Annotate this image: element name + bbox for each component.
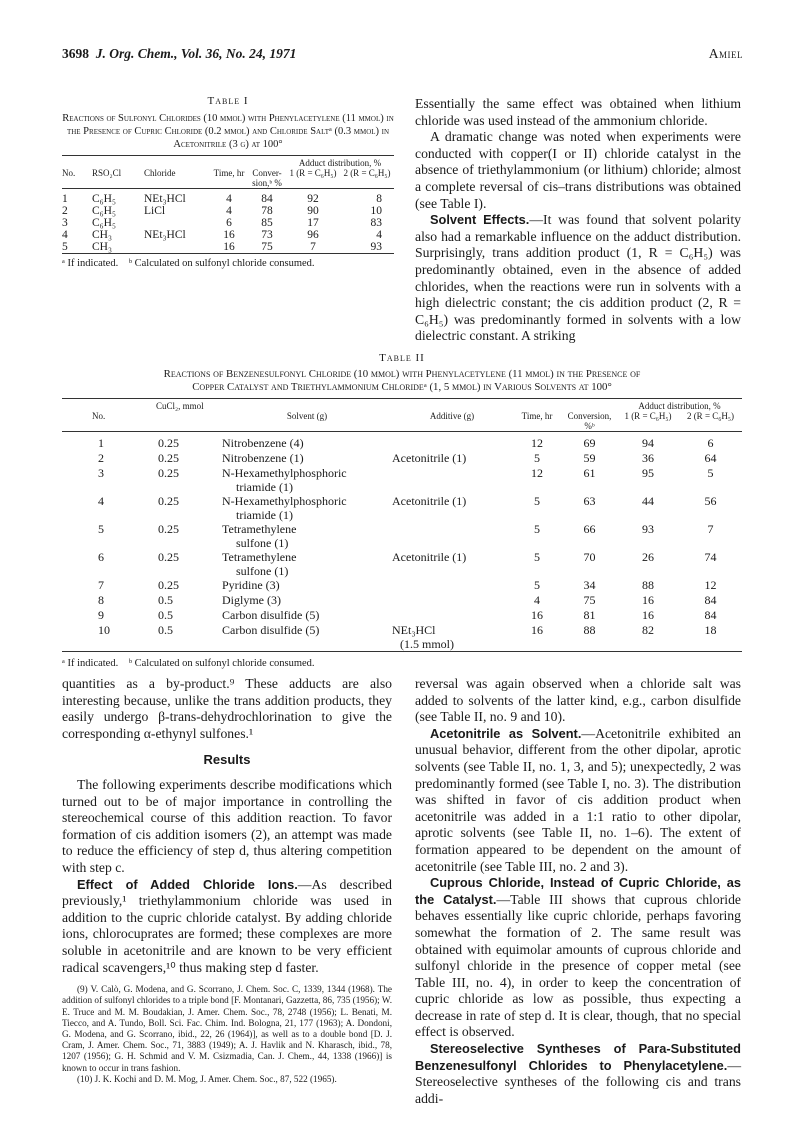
cell-adduct-2: 7: [707, 522, 714, 536]
cell-adduct-2: 10: [370, 205, 382, 217]
cell-conversion: 61: [583, 466, 596, 480]
cell-adduct-1: 90: [307, 205, 319, 217]
section-heading-results: Results: [203, 752, 251, 768]
paragraph: Solvent Effects.—It was found that solvent polarity also had a remarkable influence on the adduct distribution. Surprisingly, trans addition product (1, R = C₆H₅) was predominantly obtained, even in the absence of added chlorides, when the reactions were run in solvents with a high dielectric constant; the cis addition product (2, R = C₆H₅) was predominantly formed in solvents with a low dielectric constant. A striking: [415, 212, 741, 344]
cell-adduct-2: 74: [704, 550, 717, 564]
cell-additive: [392, 436, 512, 451]
table-row: [62, 522, 742, 550]
table-row: [62, 193, 394, 205]
cell-rso2cl: C₆H₅: [92, 193, 116, 205]
table-row: [62, 229, 394, 241]
cell-solvent: [222, 623, 392, 652]
paragraph: The following experiments describe modifications which turned out to be of major importance in controlling the stereochemical course of this addition reaction. To favor formation of cis addition isomers (2), an attempt was made to reduce the efficiency of step d, thus altering competition with step c.: [62, 776, 392, 875]
solvent-name: Nitrobenzene (4): [222, 436, 304, 450]
solvent-name: N-Hexamethylphosphoric: [222, 494, 347, 508]
section-heading-solvent-effects: Solvent Effects.: [430, 212, 530, 228]
cell-adduct-1: 26: [642, 550, 654, 564]
table-2-col-adduct-1: 1 (R = C₆H₅): [624, 411, 672, 421]
cell-additive: [392, 578, 512, 593]
cell-additive: [392, 466, 512, 494]
cell-chloride: LiCl: [144, 205, 166, 217]
cell-chloride: NEt₃HCl: [144, 229, 186, 241]
table-1-col-conversion: Conver-sion,ᵇ %: [252, 168, 282, 188]
table-2-col-conversion: Conversion, %ᵇ: [567, 411, 612, 431]
cell-no: 5: [98, 522, 104, 536]
table-1-adduct-header: Adduct distribution, %: [298, 158, 382, 168]
cell-conversion: 59: [583, 451, 596, 465]
solvent-name-continued: triamide (1): [236, 480, 293, 494]
table-1-col-adduct-1: 1 (R = C₆H₅): [289, 168, 337, 178]
cell-rso2cl: CH₃: [92, 241, 112, 253]
journal-citation: [62, 46, 296, 62]
cell-conversion: 78: [261, 205, 273, 217]
cell-solvent: [222, 451, 392, 466]
table-1-footnotes: [62, 258, 394, 269]
table-2-col-cucl2: CuCl₂, mmol: [156, 401, 204, 411]
left-column-bottom: [62, 676, 392, 1085]
cell-no: 7: [98, 578, 104, 592]
cell-additive: [392, 522, 512, 550]
cell-conversion: 34: [583, 578, 596, 592]
cell-time: 16: [223, 241, 235, 253]
solvent-name-continued: sulfone (1): [236, 536, 289, 550]
cell-cucl2: 0.5: [158, 608, 173, 622]
running-header: [62, 46, 743, 68]
cell-adduct-1: 16: [642, 608, 654, 622]
cell-no: 4: [62, 229, 68, 241]
table-2-footnote-a: ᵃ If indicated.: [62, 658, 119, 669]
right-column-bottom: [415, 676, 741, 1107]
cell-adduct-1: 93: [642, 522, 654, 536]
solvent-name: Carbon disulfide (5): [222, 608, 320, 622]
cell-time: 5: [534, 522, 540, 536]
table-2-grid: [62, 401, 742, 656]
additive-amount: (1.5 mmol): [400, 637, 454, 651]
solvent-name: Diglyme (3): [222, 593, 281, 607]
cell-adduct-1: 7: [310, 241, 316, 253]
cell-solvent: [222, 466, 392, 494]
table-row: [62, 436, 742, 451]
paragraph: Acetonitrile as Solvent.—Acetonitrile exhibited an unusual behavior, different from the other dipolar, aprotic solvents (see Table II, no. 1, 3, and 5); unexpectedly, 2 was predominantly formed (see Table I, no. 3). The distribution was shifted in favor of cis addition product when acetonitrile was added in a 1:1 ratio to other dipolar, aprotic solvents (see Table II, no. 1–6). The extent of formation appeared to be dependent on the amount of acetonitrile (see Table III, no. 2 and 3).: [415, 725, 741, 874]
cell-cucl2: 0.25: [158, 550, 179, 564]
table-1-col-chloride: Chloride: [144, 168, 176, 178]
cell-no: 4: [98, 494, 104, 508]
cell-solvent: [222, 578, 392, 593]
cell-additive: [392, 550, 512, 578]
solvent-name: Tetramethylene: [222, 522, 297, 536]
table-2-col-no: No.: [92, 411, 106, 421]
table-2-col-additive: Additive (g): [429, 411, 475, 421]
cell-no: 3: [62, 217, 68, 229]
table-row: [62, 550, 742, 578]
cell-conversion: 75: [261, 241, 273, 253]
cell-rso2cl: C₆H₅: [92, 217, 116, 229]
cell-no: 1: [98, 436, 104, 450]
cell-time: 4: [226, 205, 232, 217]
cell-rso2cl: CH₃: [92, 229, 112, 241]
cell-additive: [392, 451, 512, 466]
cell-no: 8: [98, 593, 104, 607]
cell-cucl2: 0.25: [158, 436, 179, 450]
paragraph: quantities as a by-product.⁹ These adducts are also interesting because, unlike the trans addition products, they easily undergo β-trans-dehydrochlorination to give the corresponding α-ethynyl sulfones.¹: [62, 676, 392, 741]
cell-conversion: 88: [583, 623, 596, 637]
cell-cucl2: 0.5: [158, 623, 173, 637]
solvent-name: Carbon disulfide (5): [222, 623, 320, 637]
cell-adduct-1: 88: [642, 578, 654, 592]
cell-conversion: 75: [583, 593, 596, 607]
cell-chloride: [144, 217, 210, 229]
cell-adduct-2: 84: [704, 593, 717, 607]
solvent-name: Tetramethylene: [222, 550, 297, 564]
table-2-title-line-1: Reactions of Benzenesulfonyl Chloride (10 mmol) with Phenylacetylene (11 mmol) in the Presence of: [163, 368, 641, 380]
cell-adduct-2: 6: [707, 436, 714, 450]
cell-additive: [392, 623, 512, 652]
cell-time: 16: [223, 229, 235, 241]
page-number: 3698: [62, 46, 89, 61]
cell-conversion: 84: [261, 193, 273, 205]
cell-cucl2: 0.25: [158, 494, 179, 508]
cell-time: 12: [531, 436, 543, 450]
cell-solvent: [222, 608, 392, 623]
cell-solvent: [222, 436, 392, 451]
cell-chloride: [144, 241, 210, 254]
table-1-footnote-b: ᵇ Calculated on sulfonyl chloride consumed.: [128, 258, 315, 269]
cell-solvent: [222, 550, 392, 578]
cell-no: 6: [98, 550, 104, 564]
right-column-top: [415, 96, 741, 345]
additive-name: Acetonitrile (1): [392, 451, 467, 465]
table-2-col-adduct-2: 2 (R = C₆H₅): [686, 411, 735, 421]
cell-cucl2: 0.25: [158, 522, 179, 536]
table-row: [62, 593, 742, 608]
paragraph: A dramatic change was noted when experiments were conducted with copper(I or II) chloride catalyst in the absence of triethylammonium (or lithium) chloride; almost a complete reversal of cis–trans distributions was obtained (see Table I).: [415, 129, 741, 211]
paragraph: Stereoselective Syntheses of Para-Substituted Benzenesulfonyl Chlorides to Phenylacetylene.—Stereoselective syntheses of the following cis and trans addi-: [415, 1041, 741, 1106]
cell-adduct-1: 96: [307, 229, 319, 241]
cell-time: 5: [534, 494, 540, 508]
cell-no: 2: [98, 451, 104, 465]
table-2-col-solvent: Solvent (g): [286, 411, 328, 421]
table-2-label: Table II: [379, 352, 425, 364]
cell-conversion: 63: [583, 494, 596, 508]
solvent-name: Pyridine (3): [222, 578, 280, 592]
cell-no: 5: [62, 241, 68, 253]
table-row: [62, 623, 742, 652]
table-row: [62, 217, 394, 229]
cell-conversion: 73: [261, 229, 273, 241]
cell-adduct-1: 92: [307, 193, 319, 205]
cell-adduct-2: 5: [707, 466, 714, 480]
cell-adduct-1: 44: [642, 494, 654, 508]
section-heading-cuprous-chloride: Cuprous Chloride, Instead of Cupric Chloride, as the Catalyst.: [415, 875, 741, 907]
journal-name: J. Org. Chem., Vol. 36, No. 24, 1971: [95, 46, 297, 61]
cell-solvent: [222, 593, 392, 608]
cell-time: 16: [531, 608, 543, 622]
cell-solvent: [222, 494, 392, 522]
cell-chloride: NEt₃HCl: [144, 193, 186, 205]
cell-time: 4: [534, 593, 540, 607]
section-heading-syntheses: Stereoselective Syntheses of Para-Substituted Benzenesulfonyl Chlorides to Phenylacetylene.: [415, 1041, 741, 1073]
cell-conversion: 70: [583, 550, 596, 564]
cell-additive: [392, 494, 512, 522]
cell-no: 10: [98, 623, 110, 637]
cell-time: 4: [226, 193, 232, 205]
additive-name: NEt₃HCl: [392, 623, 436, 637]
cell-adduct-2: 4: [376, 229, 382, 241]
cell-adduct-1: 94: [642, 436, 654, 450]
author-name: Amiel: [708, 46, 743, 61]
table-1: [62, 95, 394, 269]
cell-adduct-2: 64: [704, 451, 717, 465]
cell-time: 5: [534, 451, 540, 465]
cell-time: 12: [531, 466, 543, 480]
cell-time: 6: [226, 217, 232, 229]
table-row: [62, 494, 742, 522]
cell-adduct-1: 16: [642, 593, 654, 607]
paragraph: Effect of Added Chloride Ions.—As described previously,¹ triethylammonium chloride was used in addition to the cupric chloride catalyst. By adding chloride ions, chlorocuprates are formed; these complexes are more soluble in acetonitrile and are known to be very efficient radical scavengers,¹⁰ thus making step d faster.: [62, 876, 393, 975]
cell-cucl2: 0.25: [158, 451, 179, 465]
cell-adduct-2: 93: [370, 241, 382, 253]
cell-cucl2: 0.25: [158, 578, 179, 592]
table-2-footnote-b: ᵇ Calculated on sulfonyl chloride consumed.: [128, 658, 315, 669]
table-row: [62, 578, 742, 593]
cell-no: 2: [62, 205, 68, 217]
cell-adduct-2: 18: [704, 623, 717, 637]
cell-rso2cl: C₆H₅: [92, 205, 116, 217]
table-2-footnotes: [62, 658, 742, 669]
cell-no: 9: [98, 608, 104, 622]
cell-adduct-2: 12: [704, 578, 717, 592]
cell-conversion: 81: [583, 608, 596, 622]
section-heading-chloride-ions: Effect of Added Chloride Ions.: [77, 876, 298, 892]
cell-adduct-2: 56: [704, 494, 717, 508]
cell-no: 3: [98, 466, 104, 480]
table-1-title: Reactions of Sulfonyl Chlorides (10 mmol) with Phenylacetylene (11 mmol) in the Presence of Cupric Chloride (0.2 mmol) and Chloride Saltᵃ (0.3 mmol) in Acetonitrile (3 g) at 100°: [62, 113, 394, 150]
paragraph: Cuprous Chloride, Instead of Cupric Chloride, as the Catalyst.—Table III shows that cuprous chloride behaves essentially like cupric chloride, perhaps favoring somewhat the formation of 2. The same result was obtained with equimolar amounts of cuprous chloride and sulfonyl chloride in the presence of copper metal (see Table III, no. 4), in order to keep the concentration of cupric chloride as low as possible, thus expecting a decrease in rate of step d. It is clear, though, that no special effect is observed.: [415, 875, 741, 1040]
paragraph: reversal was again observed when a chloride salt was added to solvents of the latter kind, e.g., carbon disulfide (see Table II, no. 9 and 10).: [415, 676, 741, 725]
cell-time: 5: [534, 578, 540, 592]
solvent-name-continued: sulfone (1): [236, 564, 289, 578]
table-row: [62, 241, 394, 254]
table-1-label: Table I: [207, 95, 249, 107]
cell-no: 1: [62, 193, 68, 205]
cell-time: 5: [534, 550, 540, 564]
cell-cucl2: 0.5: [158, 593, 173, 607]
solvent-name-continued: triamide (1): [236, 508, 293, 522]
cell-conversion: 69: [583, 436, 596, 450]
reference-10: (10) J. K. Kochi and D. M. Mog, J. Amer. Chem. Soc., 87, 522 (1965).: [77, 1073, 337, 1084]
paragraph: Essentially the same effect was obtained when lithium chloride was used instead of the ammonium chloride.: [415, 96, 741, 128]
cell-solvent: [222, 522, 392, 550]
table-2: [62, 352, 742, 669]
table-1-col-time: Time, hr: [213, 168, 245, 178]
reference-9: (9) V. Calò, G. Modena, and G. Scorrano, J. Chem. Soc. C, 1339, 1344 (1968). The addition of sulfonyl chlorides to a triple bond [F. Montanari, Gazzetta, 86, 735 (1956); W. E. Truce and M. M. Boudakian, J. Amer. Chem. Soc., 78, 2748 (1956); L. Benati, M. Tiecco, and A. Tundo, Boll. Sci. Fac. Chim. Ind. Bologna, 21, 177 (1963); A. Dondoni, G. Modena, and G. Scorrano, ibid., 22, 26 (1964)], as well as to a double bond [D. J. Cram, J. Amer. Chem. Soc., 71, 3883 (1949); A. J. Havlik and N. Kharasch, ibid., 78, 1207 (1956); G. H. Schmid and V. M. Csizmadia, Can. J. Chem., 44, 1338 (1966)] is known to occur in trans fashion.: [62, 984, 392, 1073]
table-1-col-no: No.: [62, 168, 76, 178]
table-row: [62, 451, 742, 466]
table-2-adduct-header: Adduct distribution, %: [638, 401, 721, 411]
additive-name: Acetonitrile (1): [392, 550, 467, 564]
table-row: [62, 205, 394, 217]
cell-adduct-1: 82: [642, 623, 654, 637]
cell-adduct-2: 83: [370, 217, 382, 229]
cell-time: 16: [531, 623, 543, 637]
table-2-title-line-2: Copper Catalyst and Triethylammonium Chlorideᵃ (1, 5 mmol) in Various Solvents at 100°: [192, 381, 612, 393]
references: [62, 984, 392, 1085]
additive-name: Acetonitrile (1): [392, 494, 467, 508]
cell-adduct-2: 84: [704, 608, 717, 622]
table-1-footnote-a: ᵃ If indicated.: [62, 258, 119, 269]
cell-additive: [392, 593, 512, 608]
cell-cucl2: 0.25: [158, 466, 179, 480]
cell-additive: [392, 608, 512, 623]
cell-conversion: 85: [261, 217, 273, 229]
table-1-grid: [62, 158, 394, 258]
cell-adduct-1: 95: [642, 466, 654, 480]
cell-adduct-1: 36: [642, 451, 654, 465]
table-row: [62, 466, 742, 494]
cell-conversion: 66: [583, 522, 596, 536]
table-2-col-time: Time, hr: [521, 411, 553, 421]
table-1-col-adduct-2: 2 (R = C₆H₅): [343, 168, 391, 178]
section-heading-acetonitrile: Acetonitrile as Solvent.: [430, 725, 582, 741]
table-1-col-rso2cl: RSO₂Cl: [92, 168, 122, 178]
solvent-name: Nitrobenzene (1): [222, 451, 304, 465]
cell-adduct-2: 8: [376, 193, 382, 205]
cell-adduct-1: 17: [307, 217, 319, 229]
solvent-name: N-Hexamethylphosphoric: [222, 466, 347, 480]
table-row: [62, 608, 742, 623]
